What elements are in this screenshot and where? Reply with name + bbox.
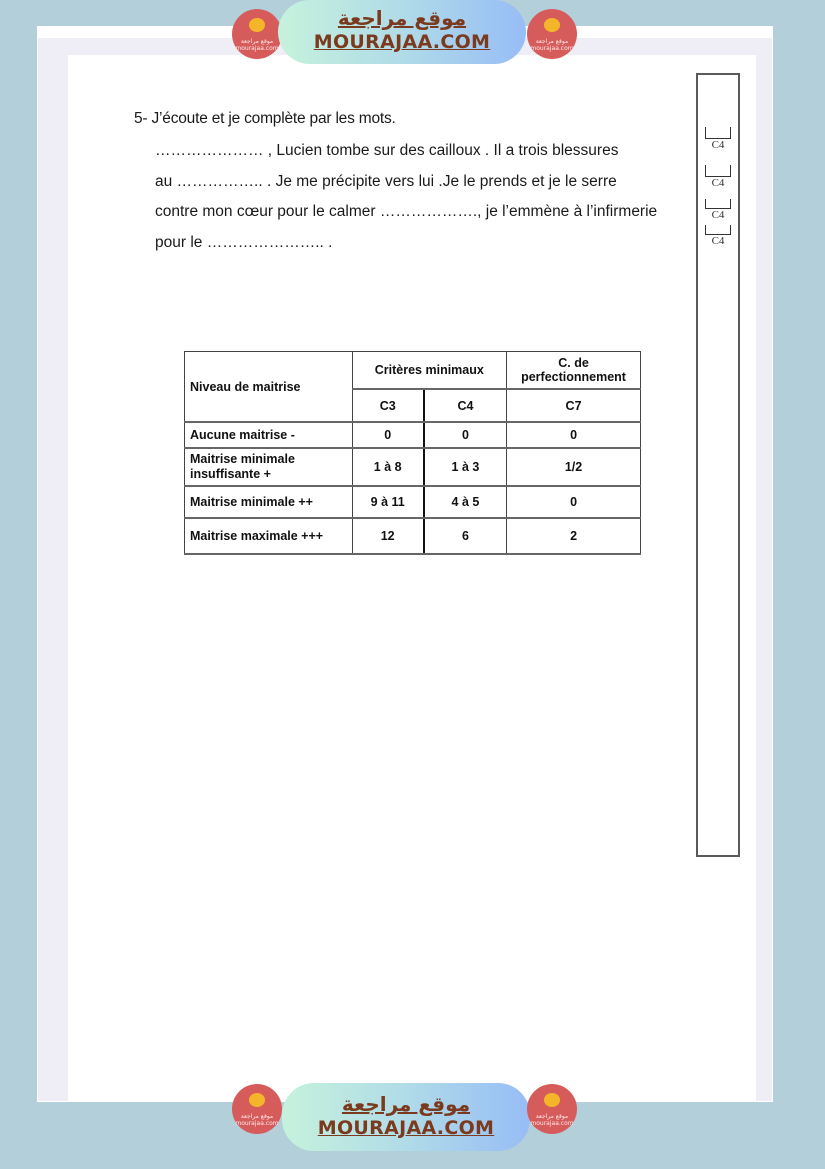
book-icon xyxy=(544,18,560,32)
book-icon xyxy=(249,1093,265,1107)
site-logo-badge-left xyxy=(232,9,282,59)
table-row xyxy=(185,422,641,448)
badge-text: موقع مراجعة mourajaa.com xyxy=(235,38,279,52)
site-link-pill[interactable] xyxy=(278,0,526,64)
header-min-criteria: Critères minimaux xyxy=(352,352,507,390)
exercise-title: 5- J’écoute et je complète par les mots. xyxy=(134,110,396,127)
table-header-row xyxy=(185,352,641,390)
cell-c7: 0 xyxy=(507,486,641,518)
exercise-text xyxy=(155,136,694,258)
cell-c3: 0 xyxy=(352,422,424,448)
header-c7: C7 xyxy=(507,389,641,422)
cell-level: Maitrise minimale insuffisante + xyxy=(185,448,353,486)
cell-c3: 1 à 8 xyxy=(352,448,424,486)
scoring-margin xyxy=(696,73,740,857)
site-name-link[interactable]: MOURAJAA.COM xyxy=(317,1117,495,1139)
exercise-line: ………………… , Lucien tombe sur des cailloux . Il a trois blessures xyxy=(155,142,619,159)
cell-c4: 0 xyxy=(424,422,507,448)
score-label: C4 xyxy=(711,139,725,151)
header-perfection: C. de perfectionnement xyxy=(507,352,641,390)
table-row xyxy=(185,486,641,518)
site-arabic-title[interactable]: موقع مراجعة xyxy=(341,1092,471,1116)
score-bracket xyxy=(705,199,731,209)
score-label: C4 xyxy=(711,177,725,189)
cell-c7: 1/2 xyxy=(507,448,641,486)
score-box xyxy=(704,127,732,151)
exercise-line: pour le ………………….. . xyxy=(155,233,333,251)
score-box xyxy=(704,199,732,221)
site-logo-badge-left xyxy=(232,1084,282,1134)
rubric-table xyxy=(184,351,641,555)
cell-c4: 4 à 5 xyxy=(424,486,507,518)
score-bracket xyxy=(705,127,731,139)
book-icon xyxy=(544,1093,560,1107)
cell-c3: 9 à 11 xyxy=(352,486,424,518)
cell-level: Maitrise minimale ++ xyxy=(185,486,353,518)
site-logo-badge-right xyxy=(527,9,577,59)
header-level: Niveau de maitrise xyxy=(185,352,353,423)
score-label: C4 xyxy=(711,235,725,247)
top-banner xyxy=(0,0,825,74)
badge-text: موقع مراجعة mourajaa.com xyxy=(530,38,574,52)
exercise-5 xyxy=(134,110,694,258)
book-icon xyxy=(249,18,265,32)
header-c4: C4 xyxy=(424,389,507,422)
badge-text: موقع مراجعة mourajaa.com xyxy=(235,1113,279,1127)
score-box xyxy=(704,165,732,189)
cell-c7: 2 xyxy=(507,518,641,554)
table-row xyxy=(185,448,641,486)
exercise-line: contre mon cœur pour le calmer ………………., je l’emmène à l’infirmerie xyxy=(155,203,658,220)
cell-c3: 12 xyxy=(352,518,424,554)
badge-text: موقع مراجعة mourajaa.com xyxy=(530,1113,574,1127)
site-link-pill[interactable] xyxy=(282,1083,530,1151)
bottom-banner xyxy=(0,1079,825,1159)
score-bracket xyxy=(705,165,731,177)
score-label: C4 xyxy=(711,209,725,221)
cell-level: Maitrise maximale +++ xyxy=(185,518,353,554)
cell-level: Aucune maitrise - xyxy=(185,422,353,448)
site-name-link[interactable]: MOURAJAA.COM xyxy=(313,31,491,53)
cell-c7: 0 xyxy=(507,422,641,448)
table-row xyxy=(185,518,641,554)
score-bracket xyxy=(705,225,731,235)
site-logo-badge-right xyxy=(527,1084,577,1134)
score-box xyxy=(704,225,732,247)
exercise-line: au …………….. . Je me précipite vers lui .Je le prends et je le serre xyxy=(155,172,617,190)
site-arabic-title[interactable]: موقع مراجعة xyxy=(337,6,467,30)
cell-c4: 6 xyxy=(424,518,507,554)
cell-c4: 1 à 3 xyxy=(424,448,507,486)
header-c3: C3 xyxy=(352,389,424,422)
